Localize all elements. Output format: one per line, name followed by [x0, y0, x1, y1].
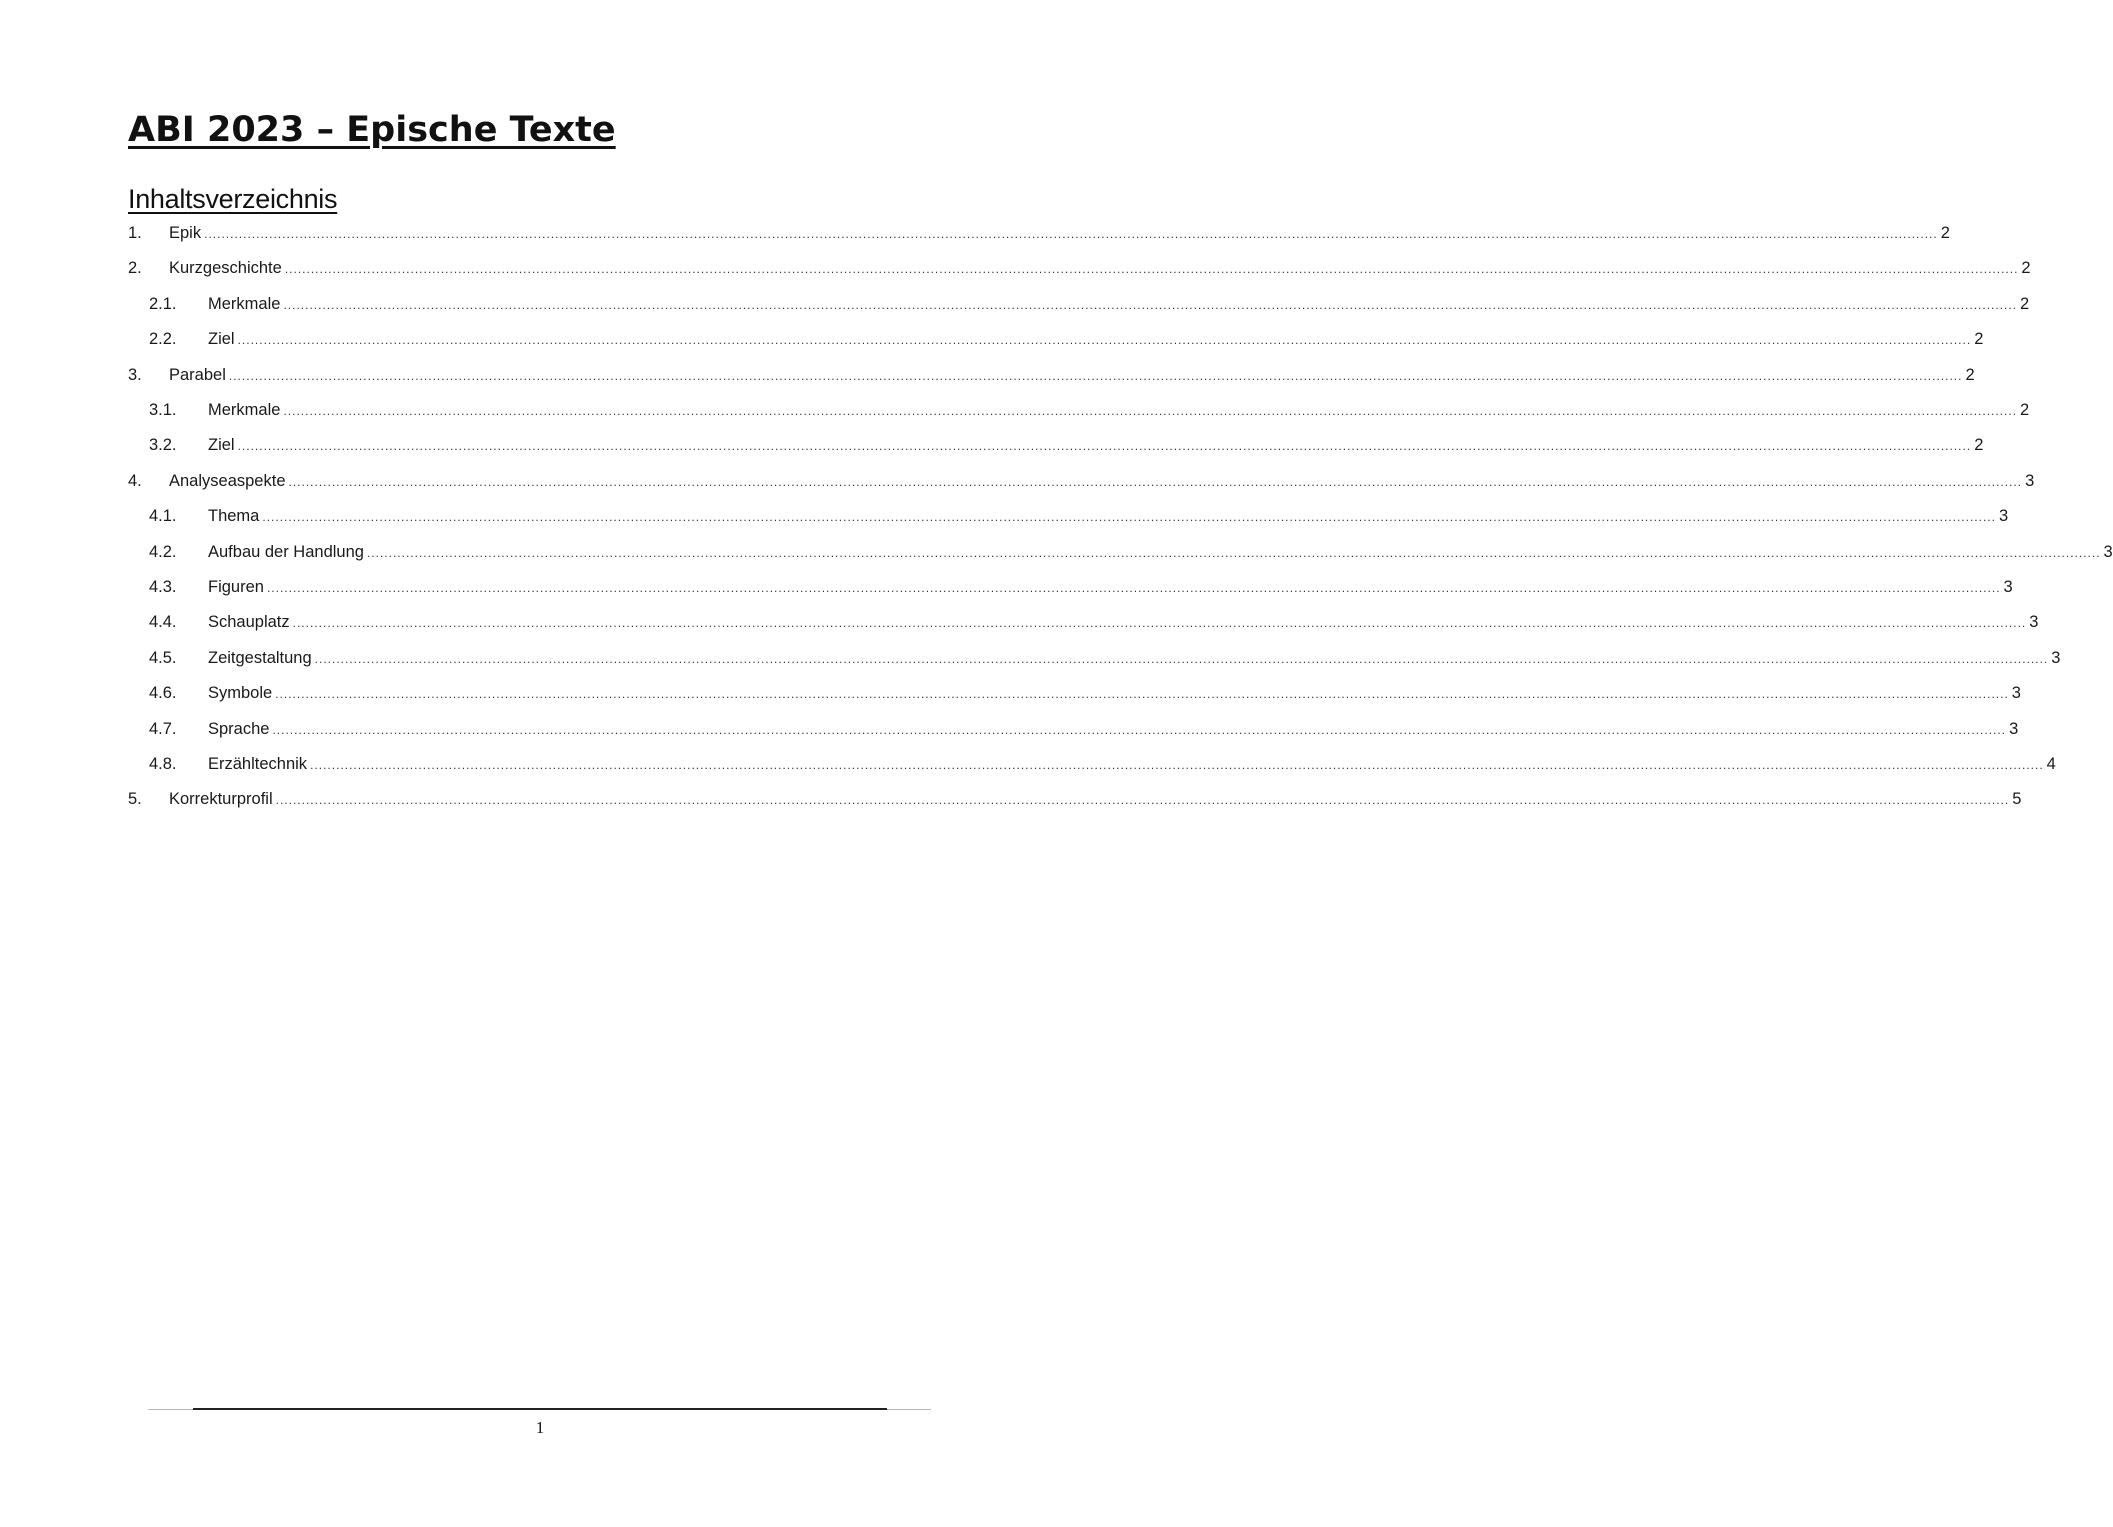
toc-entry-page: 2 — [2020, 401, 2030, 419]
toc-entry[interactable] — [149, 292, 2030, 316]
toc-dot-leader: ................................................................................................................................................................................................................................................................................................................................................................................................................ — [237, 439, 1972, 454]
toc-entry-number: 2. — [128, 259, 142, 278]
toc-entry-page: 2 — [1965, 365, 1975, 384]
toc-entry[interactable] — [149, 752, 2056, 776]
toc-entry-label: Thema — [208, 507, 260, 526]
toc-entry-label: Ziel — [208, 330, 235, 349]
toc-entry-page: 2 — [2020, 294, 2030, 313]
toc-dot-leader: ................................................................................................................................................................................................................................................................................................................................................................................................................ — [284, 262, 2019, 277]
toc-entry-number: 4.7. — [149, 719, 177, 738]
toc-entry[interactable] — [149, 575, 2013, 599]
toc-dot-leader: ................................................................................................................................................................................................................................................................................................................................................................................................................ — [275, 687, 2009, 702]
toc-entry-label: Merkmale — [208, 401, 281, 419]
toc-entry-number: 4.3. — [149, 578, 177, 596]
toc-entry-label: Epik — [169, 224, 202, 242]
toc-entry-number: 4.1. — [149, 507, 177, 526]
toc-entry-label: Zeitgestaltung — [208, 648, 312, 667]
toc-entry-label: Figuren — [208, 578, 264, 596]
footer-divider-accent — [193, 1408, 887, 1410]
toc-entry-page: 2 — [1974, 436, 1984, 455]
toc-entry-label: Symbole — [208, 684, 273, 703]
toc-entry-number: 1. — [128, 224, 142, 242]
toc-dot-leader: ................................................................................................................................................................................................................................................................................................................................................................................................................ — [272, 722, 2007, 737]
document-title: ABI 2023 – Epische Texte — [128, 110, 616, 150]
toc-entry-number: 3. — [128, 365, 142, 384]
toc-entry[interactable] — [128, 221, 1950, 245]
toc-entry[interactable] — [128, 469, 2035, 493]
toc-entry[interactable] — [128, 256, 2031, 280]
toc-entry-page: 2 — [1974, 330, 1984, 349]
toc-entry-label: Parabel — [169, 365, 226, 384]
toc-entry-number: 4.5. — [149, 648, 177, 667]
toc-heading: Inhaltsverzeichnis — [128, 184, 338, 214]
toc-entry-page: 3 — [1998, 507, 2009, 526]
toc-entry-page: 4 — [2046, 755, 2056, 773]
toc-entry[interactable] — [149, 646, 2061, 670]
toc-entry-page: 2 — [1940, 224, 1950, 242]
footer-page-number: 1 — [535, 1418, 545, 1437]
toc-entry-number: 4. — [128, 471, 142, 490]
toc-entry-label: Korrekturprofil — [169, 790, 273, 809]
toc-dot-leader: ................................................................................................................................................................................................................................................................................................................................................................................................................ — [228, 368, 1963, 383]
toc-entry-number: 3.1. — [149, 401, 177, 419]
toc-dot-leader: ................................................................................................................................................................................................................................................................................................................................................................................................................ — [288, 474, 2023, 489]
toc-entry[interactable] — [149, 398, 2030, 422]
toc-dot-leader: ................................................................................................................................................................................................................................................................................................................................................................................................................ — [266, 581, 2001, 595]
toc-entry-number: 4.6. — [149, 684, 177, 703]
toc-entry-page: 5 — [2012, 790, 2022, 809]
toc-entry-number: 2.2. — [149, 330, 177, 349]
toc-entry-page: 3 — [2103, 542, 2113, 561]
toc-entry-label: Kurzgeschichte — [169, 259, 282, 278]
toc-dot-leader: ................................................................................................................................................................................................................................................................................................................................................................................................................ — [275, 793, 2010, 808]
toc-entry-label: Schauplatz — [208, 613, 290, 632]
toc-entry-number: 4.8. — [149, 755, 177, 773]
toc-entry[interactable] — [149, 717, 2019, 741]
toc-entry-label: Analyseaspekte — [169, 471, 286, 490]
toc-entry[interactable] — [128, 787, 2022, 811]
toc-entry-number: 3.2. — [149, 436, 177, 455]
toc-entry-label: Erzähltechnik — [208, 755, 308, 773]
toc-entry-page: 2 — [2021, 259, 2031, 278]
toc-dot-leader: ................................................................................................................................................................................................................................................................................................................................................................................................................ — [283, 404, 2018, 418]
toc-entry[interactable] — [149, 433, 1984, 457]
toc-entry-page: 3 — [2025, 471, 2035, 490]
toc-entry[interactable] — [149, 504, 2009, 528]
toc-dot-leader: ................................................................................................................................................................................................................................................................................................................................................................................................................ — [237, 333, 1972, 348]
toc-entry-number: 5. — [128, 790, 142, 809]
toc-entry-page: 3 — [2011, 684, 2021, 703]
toc-dot-leader: ................................................................................................................................................................................................................................................................................................................................................................................................................ — [262, 510, 1996, 525]
toc-entry-label: Aufbau der Handlung — [208, 542, 364, 561]
toc-dot-leader: ................................................................................................................................................................................................................................................................................................................................................................................................................ — [292, 616, 2027, 631]
toc-entry-number: 4.2. — [149, 542, 177, 561]
toc-entry[interactable] — [128, 363, 1975, 387]
toc-entry-label: Merkmale — [208, 294, 281, 313]
toc-entry-label: Sprache — [208, 719, 270, 738]
toc-entry[interactable] — [149, 540, 2113, 564]
toc-entry[interactable] — [149, 610, 2039, 634]
toc-entry-number: 4.4. — [149, 613, 177, 632]
toc-dot-leader: ................................................................................................................................................................................................................................................................................................................................................................................................................ — [310, 758, 2044, 772]
toc-dot-leader: ................................................................................................................................................................................................................................................................................................................................................................................................................ — [283, 297, 2018, 312]
toc-dot-leader: ................................................................................................................................................................................................................................................................................................................................................................................................................ — [204, 227, 1938, 241]
toc-entry[interactable] — [149, 681, 2021, 705]
toc-entry[interactable] — [149, 327, 1984, 351]
toc-entry-number: 2.1. — [149, 294, 177, 313]
toc-entry-page: 3 — [2051, 648, 2061, 667]
toc-dot-leader: ................................................................................................................................................................................................................................................................................................................................................................................................................ — [314, 651, 2049, 666]
toc-entry-page: 3 — [2003, 578, 2013, 596]
toc-dot-leader: ................................................................................................................................................................................................................................................................................................................................................................................................................ — [366, 545, 2101, 560]
toc-entry-label: Ziel — [208, 436, 235, 455]
toc-entry-page: 3 — [2009, 719, 2019, 738]
toc-entry-page: 3 — [2029, 613, 2039, 632]
